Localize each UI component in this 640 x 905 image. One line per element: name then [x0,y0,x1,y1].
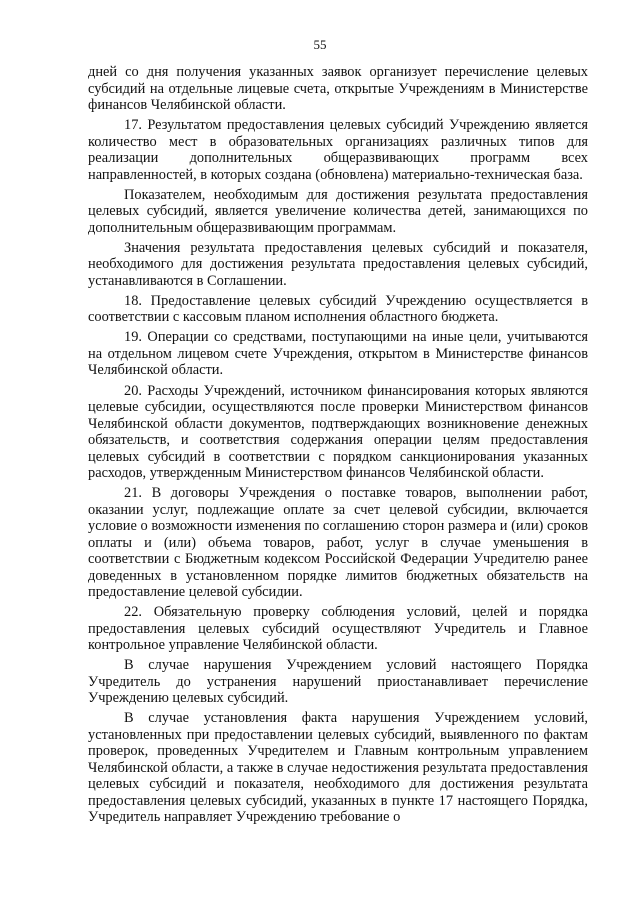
paragraph-indicator: Показателем, необходимым для достижения результата предоставления целевых субсидий, является увеличение количества детей, занимающихся по дополнительным общеразвивающим программам. [88,186,588,236]
paragraph-values: Значения результата предоставления целевых субсидий и показателя, необходимого для достижения результата предоставления целевых субсидий, устанавливаются в Соглашении. [88,239,588,289]
paragraph-violation: В случае нарушения Учреждением условий настоящего Порядка Учредитель до устранения нарушений приостанавливает перечисление Учреждению целевых субсидий. [88,657,588,707]
paragraph-item-20: 20. Расходы Учреждений, источником финансирования которых являются целевые субсидии, осуществляются после проверки Министерством финансов Челябинской области документов, подтверждающих возникновение денежных обязательств, и соответствия содержания операции целям предоставления целевых субсидий в соответствии с порядком санкционирования указанных расходов, утвержденным Министерством финансов Челябинской области. [88,382,588,482]
paragraph-continuation: дней со дня получения указанных заявок организует перечисление целевых субсидий на отдельные лицевые счета, открытые Учреждениям в Министерстве финансов Челябинской области. [88,64,588,113]
paragraph-item-18: 18. Предоставление целевых субсидий Учреждению осуществляется в соответствии с кассовым планом исполнения областного бюджета. [88,292,588,326]
paragraph-item-17: 17. Результатом предоставления целевых субсидий Учреждению является количество мест в образовательных организациях различных типов для реализации дополнительных общеразвивающих программ всех направленностей, в которых создана (обновлена) материально-техническая база. [88,117,588,183]
paragraph-item-19: 19. Операции со средствами, поступающими на иные цели, учитываются на отдельном лицевом счете Учреждения, открытом в Министерстве финансов Челябинской области. [88,329,588,379]
page-number: 55 [313,37,327,52]
paragraph-item-21: 21. В договоры Учреждения о поставке товаров, выполнении работ, оказании услуг, подлежащие оплате за счет целевой субсидии, включается условие о возможности изменения по соглашению сторон размера и (или) сроков оплаты и (или) объема товаров, работ, услуг в случае уменьшения в соответствии с Бюджетным кодексом Российской Федерации Учредителю ранее доведенных в установленном порядке лимитов бюджетных обязательств на предоставление целевой субсидии. [88,485,588,601]
paragraph-violation-fact: В случае установления факта нарушения Учреждением условий, установленных при предоставлении целевых субсидий, выявленного по фактам проверок, проведенных Учредителем и Главным контрольным управлением Челябинской области, а также в случае недостижения результата предоставления целевых субсидий и показателя, необходимого для достижения результата предоставления целевых субсидий, указанных в пункте 17 настоящего Порядка, Учредитель направляет Учреждению требование о [88,710,588,826]
document-body [88,64,588,830]
paragraph-item-22: 22. Обязательную проверку соблюдения условий, целей и порядка предоставления целевых субсидий осуществляют Учредитель и Главное контрольное управление Челябинской области. [88,604,588,654]
